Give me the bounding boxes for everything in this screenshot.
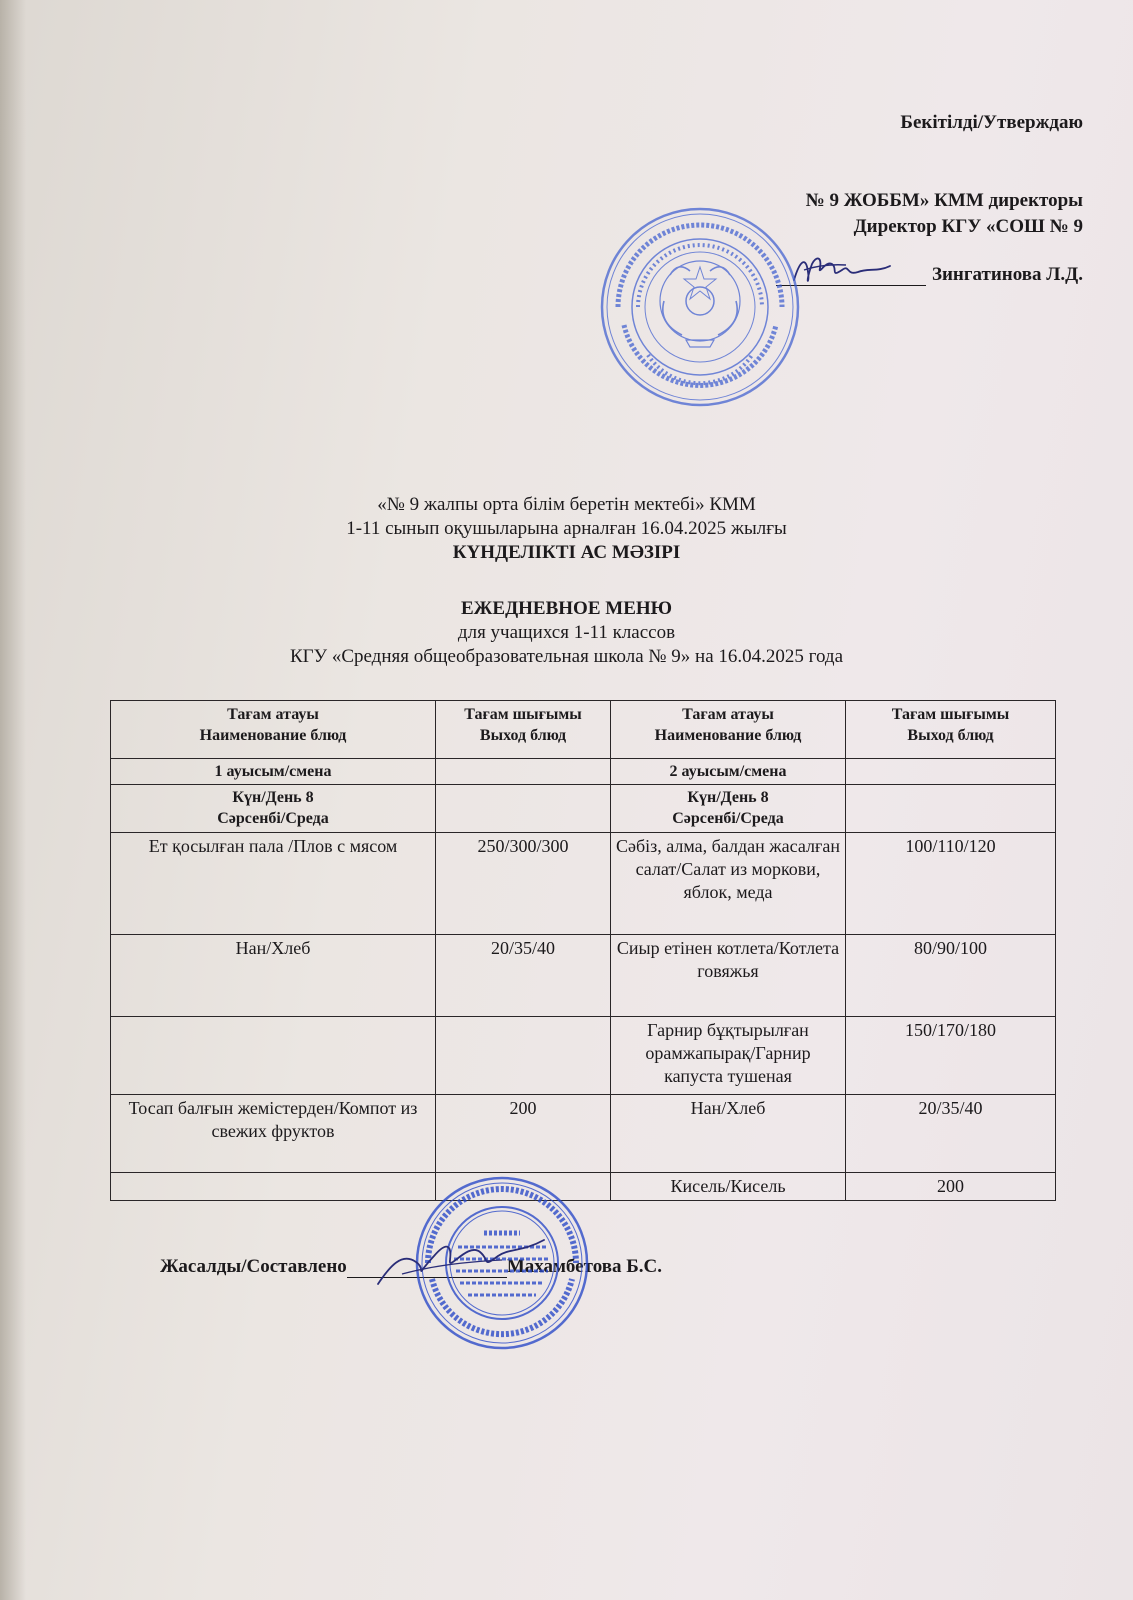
signature-line <box>776 267 926 286</box>
table-row <box>111 1173 1056 1201</box>
dish-shift-2: Кисель/Кисель <box>611 1173 846 1201</box>
output-shift-2: 200 <box>846 1173 1056 1201</box>
approval-signature-row <box>776 264 1083 286</box>
day-1-label: Күн/День 8 Сәрсенбі/Среда <box>111 785 436 833</box>
dish-shift-2: Сиыр етінен котлета/Котлета говяжья <box>611 935 846 1017</box>
shift-2-label: 2 ауысым/смена <box>611 759 846 785</box>
heading-title-ru: ЕЖЕДНЕВНОЕ МЕНЮ <box>460 598 673 619</box>
day-row <box>111 785 1056 833</box>
table-header-row <box>111 701 1056 759</box>
output-shift-1 <box>436 1173 611 1201</box>
director-name: Зингатинова Л.Д. <box>931 264 1083 285</box>
heading-line-2: 1-11 сынып оқушыларына арналған 16.04.2025 жылғы <box>346 518 787 539</box>
dish-shift-1: Тосап балғын жемістерден/Компот из свежих фруктов <box>111 1095 436 1173</box>
dish-shift-1 <box>111 1017 436 1095</box>
table-cell <box>436 785 611 833</box>
heading-title-kz: КҮНДЕЛІКТІ АС МӘЗІРІ <box>452 542 681 563</box>
output-shift-1: 200 <box>436 1095 611 1173</box>
page-edge-shadow <box>0 0 26 1600</box>
header-output-2: Тағам шығымы Выход блюд <box>846 701 1056 759</box>
heading-line-1: «№ 9 жалпы орта білім беретін мектебі» КММ <box>377 494 756 515</box>
dish-shift-2: Нан/Хлеб <box>611 1095 846 1173</box>
dish-shift-2: Гарнир бұқтырылған орамжапырақ/Гарнир капуста тушеная <box>611 1017 846 1095</box>
output-shift-2: 100/110/120 <box>846 833 1056 935</box>
approval-title: Бекітілді/Утверждаю <box>900 112 1083 133</box>
output-shift-2: 80/90/100 <box>846 935 1056 1017</box>
compiled-by-row <box>160 1256 662 1278</box>
heading-line-3: для учащихся 1-11 классов <box>457 622 676 643</box>
table-cell <box>846 759 1056 785</box>
output-shift-2: 150/170/180 <box>846 1017 1056 1095</box>
dish-shift-2: Сәбіз, алма, балдан жасалған салат/Салат из моркови, яблок, меда <box>611 833 846 935</box>
output-shift-1: 20/35/40 <box>436 935 611 1017</box>
header-dish-name-1: Тағам атауы Наименование блюд <box>111 701 436 759</box>
compiled-by-label: Жасалды/Составлено <box>160 1256 347 1277</box>
menu-table <box>110 700 1056 1201</box>
compiler-name: Махамбетова Б.С. <box>506 1256 663 1277</box>
signature-line <box>347 1259 507 1278</box>
table-row <box>111 1095 1056 1173</box>
approval-line-1: № 9 ЖОББМ» КММ директоры <box>805 190 1083 211</box>
table-row <box>111 935 1056 1017</box>
shift-row <box>111 759 1056 785</box>
table-cell <box>846 785 1056 833</box>
dish-shift-1 <box>111 1173 436 1201</box>
approval-line-2: Директор КГУ «СОШ № 9 <box>853 216 1083 237</box>
output-shift-2: 20/35/40 <box>846 1095 1056 1173</box>
heading-line-4: КГУ «Средняя общеобразовательная школа № 9» на 16.04.2025 года <box>289 646 844 667</box>
dish-shift-1: Нан/Хлеб <box>111 935 436 1017</box>
table-cell <box>436 759 611 785</box>
school-seal-stamp-icon <box>598 205 803 410</box>
table-row <box>111 833 1056 935</box>
output-shift-1 <box>436 1017 611 1095</box>
output-shift-1: 250/300/300 <box>436 833 611 935</box>
shift-1-label: 1 ауысым/смена <box>111 759 436 785</box>
day-2-label: Күн/День 8 Сәрсенбі/Среда <box>611 785 846 833</box>
header-output-1: Тағам шығымы Выход блюд <box>436 701 611 759</box>
header-dish-name-2: Тағам атауы Наименование блюд <box>611 701 846 759</box>
table-row <box>111 1017 1056 1095</box>
dish-shift-1: Ет қосылған пала /Плов с мясом <box>111 833 436 935</box>
